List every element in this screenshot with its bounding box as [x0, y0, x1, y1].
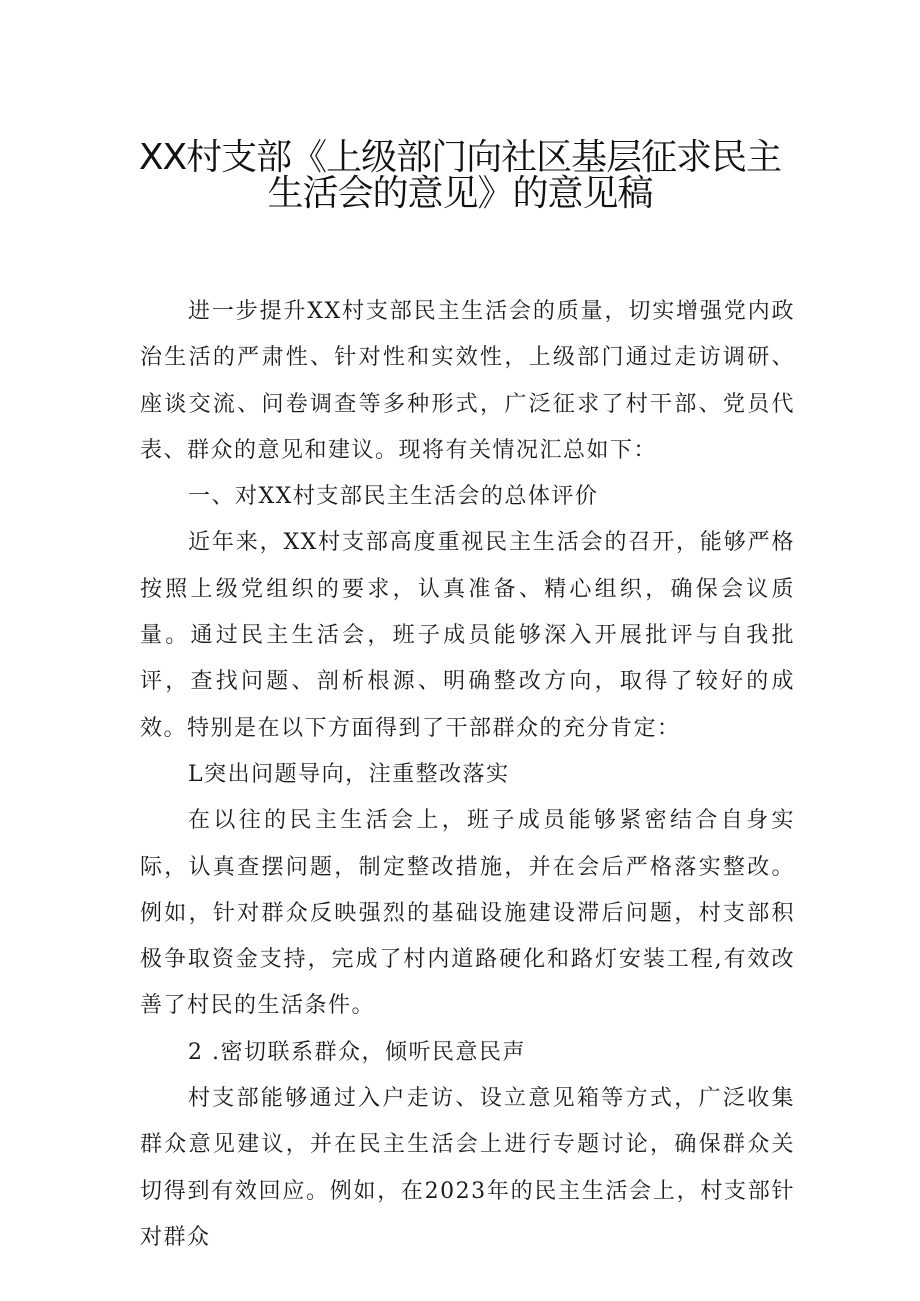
section-heading-1: 一、对XX村支部民主生活会的总体评价: [188, 484, 599, 510]
intro-paragraph: 进一步提升XX村支部民主生活会的质量，切实增强党内政治生活的严肃性、针对性和实效性，上级部门通过走访调研、座谈交流、问卷调查等多种形式，广泛征求了村干部、党员代表、群众的意见和建议。现将有关情况汇总如下：: [140, 299, 795, 463]
document-title-line-2: 生活会的意见》的意见稿: [267, 173, 653, 214]
subheading-1: L突出问题导向，注重整改落实: [188, 761, 510, 787]
document-title-line-1: XX村支部《上级部门向社区基层征求民主: [138, 137, 782, 178]
subheading-2: 2 .密切联系群众，倾听民意民声: [188, 1039, 526, 1065]
public-opinion-paragraph: 村支部能够通过入户走访、设立意见箱等方式，广泛收集群众意见建议，并在民主生活会上进行专题讨论，确保群众关切得到有效回应。例如，在2023年的民主生活会上，村支部针对群众: [140, 1086, 795, 1250]
evaluation-paragraph: 近年来，XX村支部高度重视民主生活会的召开，能够严格按照上级党组织的要求，认真准备、精心组织，确保会议质量。通过民主生活会，班子成员能够深入开展批评与自我批评，查找问题、剖析根源、明确整改方向，取得了较好的成效。特别是在以下方面得到了干部群众的充分肯定：: [140, 530, 795, 741]
document-body: [140, 289, 795, 1261]
rectification-paragraph: 在以往的民主生活会上，班子成员能够紧密结合自身实际，认真查摆问题，制定整改措施，并在会后严格落实整改。例如，针对群众反映强烈的基础设施建设滞后问题，村支部积极争取资金支持，完成了村内道路硬化和路灯安装工程,有效改善了村民的生活条件。: [140, 808, 795, 1019]
